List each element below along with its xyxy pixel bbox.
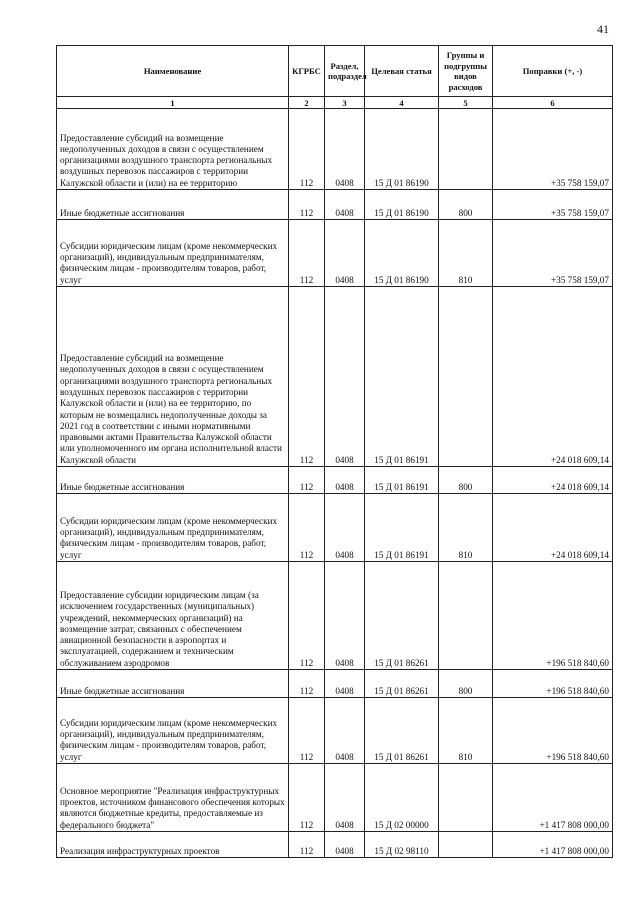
column-number: 3 [325,97,365,109]
table-row [57,287,613,467]
row-vid [439,764,493,832]
row-amount: +1 417 808 000,00 [493,832,613,858]
row-amount: +35 758 159,07 [493,190,613,220]
budget-table [56,45,613,858]
column-number: 2 [289,97,325,109]
row-kgrbs: 112 [289,832,325,858]
row-name: Реализация инфраструктурных проектов [57,832,289,858]
table-row [57,764,613,832]
row-vid: 800 [439,670,493,698]
row-kgrbs: 112 [289,562,325,670]
table-row [57,562,613,670]
row-razdel: 0408 [325,467,365,494]
row-kgrbs: 112 [289,698,325,764]
row-amount: +35 758 159,07 [493,109,613,190]
row-razdel: 0408 [325,190,365,220]
row-vid [439,562,493,670]
row-razdel: 0408 [325,109,365,190]
row-razdel: 0408 [325,832,365,858]
row-statya: 15 Д 01 86191 [365,467,439,494]
row-name: Иные бюджетные ассигнования [57,670,289,698]
row-kgrbs: 112 [289,467,325,494]
table-row [57,832,613,858]
column-number: 5 [439,97,493,109]
row-razdel: 0408 [325,220,365,287]
column-number: 1 [57,97,289,109]
row-statya: 15 Д 01 86190 [365,220,439,287]
table-row [57,698,613,764]
row-statya: 15 Д 01 86190 [365,190,439,220]
row-razdel: 0408 [325,494,365,562]
row-name: Субсидии юридическим лицам (кроме некоммерческих организаций), индивидуальным предпринимателям, физическим лицам - производителям товаров, работ, услуг [57,494,289,562]
header-statya: Целевая статья [365,46,439,97]
table-row [57,467,613,494]
header-row [57,46,613,97]
table-row [57,670,613,698]
row-vid: 810 [439,494,493,562]
row-statya: 15 Д 01 86191 [365,287,439,467]
row-kgrbs: 112 [289,109,325,190]
row-name: Предоставление субсидий на возмещение недополученных доходов в связи с осуществлением организациями воздушного транспорта региональных воздушных перевозок пассажиров с территории Калужской области и (или) на ее территорию [57,109,289,190]
header-kgrbs: КГРБС [289,46,325,97]
header-amount: Поправки (+, -) [493,46,613,97]
table-row [57,190,613,220]
row-name: Субсидии юридическим лицам (кроме некоммерческих организаций), индивидуальным предпринимателям, физическим лицам - производителям товаров, работ, услуг [57,220,289,287]
row-kgrbs: 112 [289,287,325,467]
row-razdel: 0408 [325,670,365,698]
row-statya: 15 Д 01 86261 [365,698,439,764]
row-vid: 800 [439,467,493,494]
table-row [57,494,613,562]
header-vid: Группы и подгруппы видов расходов [439,46,493,97]
row-vid: 800 [439,190,493,220]
row-kgrbs: 112 [289,494,325,562]
column-number: 6 [493,97,613,109]
row-kgrbs: 112 [289,190,325,220]
header-razdel: Раздел, подраздел [325,46,365,97]
row-amount: +196 518 840,60 [493,670,613,698]
table-row [57,220,613,287]
row-statya: 15 Д 01 86261 [365,670,439,698]
row-statya: 15 Д 02 98110 [365,832,439,858]
row-vid: 810 [439,220,493,287]
row-statya: 15 Д 01 86261 [365,562,439,670]
row-kgrbs: 112 [289,764,325,832]
row-statya: 15 Д 01 86190 [365,109,439,190]
row-name: Предоставление субсидий на возмещение недополученных доходов в связи с осуществлением организациями воздушного транспорта региональных воздушных перевозок пассажиров с территории Калужской области и (или) на ее территорию, по которым не возмещались недополученные доходы за 2021 год в соответствии с иными нормативными правовыми актами Правительства Калужской области или уполномоченного им органа исполнительной власти Калужской области [57,287,289,467]
row-statya: 15 Д 02 00000 [365,764,439,832]
row-amount: +1 417 808 000,00 [493,764,613,832]
row-kgrbs: 112 [289,670,325,698]
row-amount: +24 018 609,14 [493,287,613,467]
row-razdel: 0408 [325,562,365,670]
row-vid: 810 [439,698,493,764]
row-name: Предоставление субсидии юридическим лицам (за исключением государственных (муниципальных) учреждений, некоммерческих организаций) на возмещение затрат, связанных с обеспечением авиационной безопасности в аэропортах и эксплуатацией, содержанием и техническим обслуживанием аэродромов [57,562,289,670]
row-statya: 15 Д 01 86191 [365,494,439,562]
column-number: 4 [365,97,439,109]
row-amount: +196 518 840,60 [493,698,613,764]
row-name: Основное мероприятие "Реализация инфраструктурных проектов, источником финансового обеспечения которых являются бюджетные кредиты, предоставляемые из федерального бюджета" [57,764,289,832]
row-name: Субсидии юридическим лицам (кроме некоммерческих организаций), индивидуальным предпринимателям, физическим лицам - производителям товаров, работ, услуг [57,698,289,764]
row-razdel: 0408 [325,287,365,467]
row-amount: +35 758 159,07 [493,220,613,287]
column-number-row [57,97,613,109]
row-amount: +24 018 609,14 [493,494,613,562]
table-row [57,109,613,190]
row-amount: +196 518 840,60 [493,562,613,670]
row-vid [439,832,493,858]
row-razdel: 0408 [325,764,365,832]
row-vid [439,287,493,467]
row-razdel: 0408 [325,698,365,764]
row-name: Иные бюджетные ассигнования [57,190,289,220]
header-name: Наименование [57,46,289,97]
row-kgrbs: 112 [289,220,325,287]
row-vid [439,109,493,190]
row-amount: +24 018 609,14 [493,467,613,494]
row-name: Иные бюджетные ассигнования [57,467,289,494]
page-number: 41 [597,22,609,36]
